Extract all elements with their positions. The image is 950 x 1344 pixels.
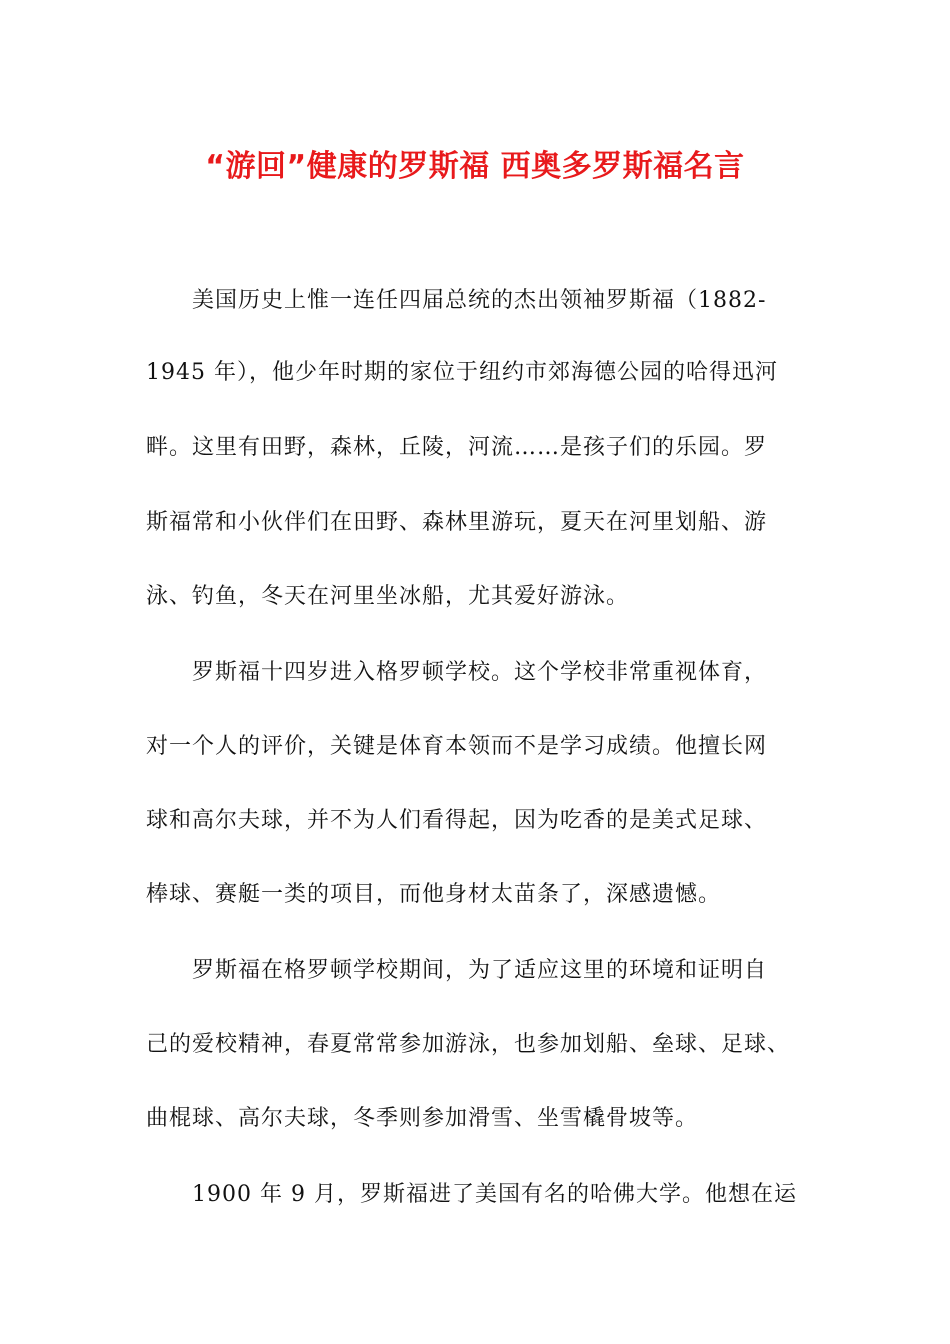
paragraph-1-line-4: 斯福常和小伙伴们在田野、森林里游玩，夏天在河里划船、游	[146, 510, 768, 535]
paragraph-1-line-1: 美国历史上惟一连任四届总统的杰出领袖罗斯福（1882-	[192, 288, 767, 313]
paragraph-2-line-3: 球和高尔夫球，并不为人们看得起，因为吃香的是美式足球、	[146, 808, 768, 833]
paragraph-3-line-2: 己的爱校精神，春夏常常参加游泳，也参加划船、垒球、足球、	[146, 1032, 791, 1057]
paragraph-2-line-2: 对一个人的评价，关键是体育本领而不是学习成绩。他擅长网	[146, 734, 768, 759]
paragraph-1-line-5: 泳、钓鱼，冬天在河里坐冰船，尤其爱好游泳。	[146, 584, 630, 609]
paragraph-2-line-1: 罗斯福十四岁进入格罗顿学校。这个学校非常重视体育，	[192, 660, 768, 685]
paragraph-1-line-3: 畔。这里有田野，森林，丘陵，河流……是孩子们的乐园。罗	[146, 435, 768, 460]
paragraph-2-line-4: 棒球、赛艇一类的项目，而他身材太苗条了，深感遗憾。	[146, 882, 722, 907]
paragraph-4-line-1: 1900 年 9 月，罗斯福进了美国有名的哈佛大学。他想在运	[192, 1182, 797, 1207]
paragraph-3-line-3: 曲棍球、高尔夫球，冬季则参加滑雪、坐雪橇骨坡等。	[146, 1106, 699, 1131]
paragraph-3-line-1: 罗斯福在格罗顿学校期间，为了适应这里的环境和证明自	[192, 958, 768, 983]
document-title: “游回”健康的罗斯福 西奥多罗斯福名言	[205, 149, 745, 184]
paragraph-1-line-2: 1945 年），他少年时期的家位于纽约市郊海德公园的哈得迅河	[146, 360, 778, 385]
